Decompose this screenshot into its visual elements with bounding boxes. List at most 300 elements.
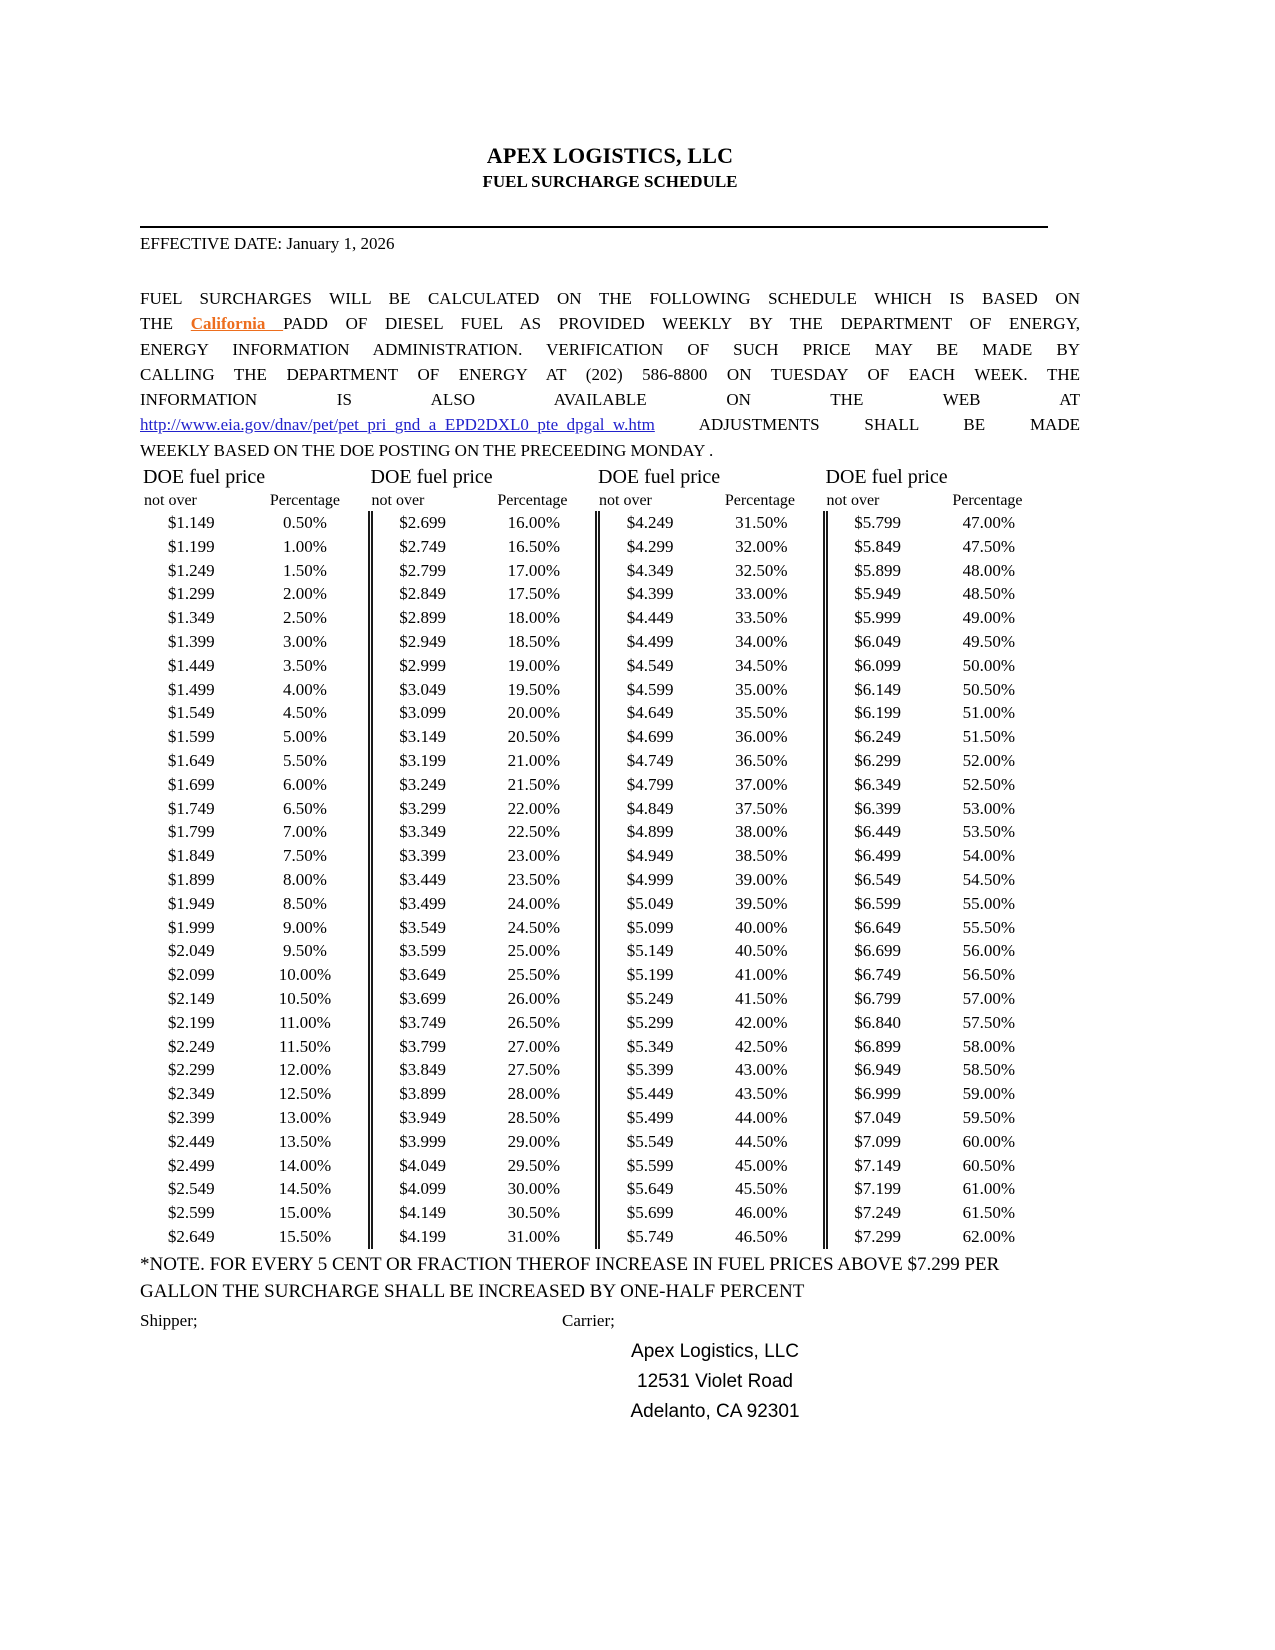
table-row	[600, 939, 823, 963]
table-group-2	[368, 465, 596, 1249]
percentage-cell: 38.00%	[735, 822, 788, 842]
percentage-cell: 52.50%	[962, 774, 1016, 794]
percentage-cell: 56.00%	[962, 941, 1016, 961]
percentage-cell: 7.50%	[282, 846, 327, 866]
price-cell: $5.299	[626, 1012, 674, 1032]
price-cell: $6.349	[854, 774, 901, 794]
price-cell: $5.849	[854, 536, 901, 556]
table-row	[828, 916, 1051, 940]
group-title: DOE fuel price	[598, 466, 721, 489]
table-row	[373, 654, 596, 678]
percentage-cell: 44.00%	[735, 1108, 788, 1127]
table-row	[828, 868, 1051, 892]
table-row	[373, 1058, 596, 1082]
percentage-cell: 43.50%	[735, 1084, 788, 1104]
column-header-row	[595, 490, 823, 511]
percentage-cell: 22.50%	[507, 822, 561, 842]
table-row	[600, 820, 823, 844]
percentage-cell: 45.50%	[735, 1179, 788, 1199]
percentage-cell: 15.50%	[278, 1226, 332, 1246]
paragraph-text: PADD OF DIESEL FUEL AS PROVIDED WEEKLY BY THE DEPARTMENT OF ENERGY,	[283, 314, 1081, 334]
table-row	[373, 1106, 596, 1130]
price-cell: $4.999	[626, 870, 674, 890]
table-row	[828, 1154, 1051, 1178]
percentage-cell: 22.00%	[507, 798, 561, 818]
price-cell: $3.599	[399, 941, 446, 961]
table-row	[600, 1201, 823, 1225]
price-cell: $3.499	[399, 893, 446, 913]
table-row	[600, 916, 823, 940]
price-cell: $4.549	[626, 655, 674, 675]
col-header-percentage: Percentage	[497, 492, 568, 510]
col-header-percentage: Percentage	[952, 492, 1023, 510]
table-row	[140, 1011, 368, 1035]
table-row	[600, 582, 823, 606]
price-cell: $5.449	[626, 1084, 674, 1104]
percentage-cell: 55.50%	[962, 917, 1016, 937]
table-row	[140, 773, 368, 797]
percentage-cell: 15.00%	[278, 1203, 332, 1223]
percentage-cell: 31.50%	[735, 513, 788, 533]
price-cell: $5.049	[626, 893, 674, 913]
price-cell: $2.549	[167, 1179, 215, 1199]
price-cell: $6.649	[854, 917, 901, 937]
paragraph-line: INFORMATION IS ALSO AVAILABLE ON THE WEB AT	[140, 390, 1080, 410]
table-row	[828, 511, 1051, 535]
percentage-cell: 35.00%	[735, 679, 788, 699]
percentage-cell: 48.00%	[962, 560, 1016, 580]
column-header-row	[368, 490, 596, 511]
percentage-cell: 57.00%	[962, 989, 1016, 1009]
table-row	[140, 1082, 368, 1106]
table-row	[600, 559, 823, 583]
table-row	[600, 535, 823, 559]
price-cell: $5.799	[854, 513, 901, 533]
table-row	[828, 1082, 1051, 1106]
table-row	[600, 1082, 823, 1106]
table-row	[373, 630, 596, 654]
price-cell: $3.799	[399, 1036, 446, 1056]
percentage-cell: 8.50%	[282, 893, 327, 913]
percentage-cell: 59.50%	[962, 1108, 1016, 1127]
percentage-cell: 2.00%	[282, 584, 327, 604]
price-cell: $4.649	[626, 703, 674, 723]
price-cell: $2.349	[167, 1084, 215, 1104]
percentage-cell: 14.00%	[278, 1155, 332, 1175]
table-row	[600, 654, 823, 678]
percentage-cell: 4.50%	[282, 703, 327, 723]
percentage-cell: 39.50%	[735, 893, 788, 913]
table-row	[140, 749, 368, 773]
price-cell: $2.599	[167, 1203, 215, 1223]
percentage-cell: 46.50%	[735, 1226, 788, 1246]
price-cell: $6.149	[854, 679, 901, 699]
price-cell: $3.199	[399, 751, 446, 771]
table-row	[373, 1201, 596, 1225]
percentage-cell: 16.00%	[507, 513, 561, 533]
percentage-cell: 44.50%	[735, 1131, 788, 1151]
price-cell: $1.349	[167, 608, 215, 628]
percentage-cell: 40.00%	[735, 917, 788, 937]
california-link[interactable]: California	[190, 314, 284, 334]
price-cell: $4.099	[399, 1179, 446, 1199]
price-cell: $3.699	[399, 989, 446, 1009]
price-cell: $6.199	[854, 703, 901, 723]
percentage-cell: 47.50%	[962, 536, 1016, 556]
table-row	[140, 987, 368, 1011]
table-row	[140, 820, 368, 844]
shipper-label: Shipper;	[140, 1310, 198, 1330]
table-row	[373, 1035, 596, 1059]
price-cell: $7.249	[854, 1203, 901, 1223]
percentage-cell: 12.50%	[278, 1084, 332, 1104]
table-row	[373, 511, 596, 535]
price-cell: $6.549	[854, 870, 901, 890]
table-row	[828, 559, 1051, 583]
table-row	[828, 725, 1051, 749]
price-cell: $1.749	[167, 798, 215, 818]
table-row	[828, 963, 1051, 987]
table-row	[140, 701, 368, 725]
percentage-cell: 25.00%	[507, 941, 561, 961]
group-title: DOE fuel price	[143, 466, 266, 489]
percentage-cell: 18.00%	[507, 608, 561, 628]
percentage-cell: 48.50%	[962, 584, 1016, 604]
percentage-cell: 12.00%	[278, 1060, 332, 1080]
percentage-cell: 6.00%	[282, 774, 327, 794]
paragraph-line	[140, 412, 1080, 437]
price-cell: $2.149	[167, 989, 215, 1009]
price-cell: $2.049	[167, 941, 215, 961]
table-row	[140, 630, 368, 654]
table-row	[600, 1058, 823, 1082]
percentage-cell: 49.50%	[962, 632, 1016, 652]
percentage-cell: 51.00%	[962, 703, 1016, 723]
price-cell: $7.099	[854, 1131, 901, 1151]
table-row	[373, 606, 596, 630]
price-cell: $4.699	[626, 727, 674, 747]
carrier-label: Carrier;	[562, 1310, 615, 1330]
percentage-cell: 2.50%	[282, 608, 327, 628]
price-cell: $4.049	[399, 1155, 446, 1175]
table-row	[828, 630, 1051, 654]
price-cell: $7.199	[854, 1179, 901, 1199]
percentage-cell: 27.00%	[507, 1036, 561, 1056]
percentage-cell: 36.50%	[735, 751, 788, 771]
percentage-cell: 29.50%	[507, 1155, 561, 1175]
price-cell: $5.549	[626, 1131, 674, 1151]
price-cell: $3.849	[399, 1060, 446, 1080]
percentage-cell: 62.00%	[962, 1226, 1016, 1246]
price-cell: $2.949	[399, 632, 446, 652]
price-cell: $2.749	[399, 536, 446, 556]
percentage-cell: 7.00%	[282, 822, 327, 842]
price-cell: $1.299	[167, 584, 215, 604]
percentage-cell: 28.00%	[507, 1084, 561, 1104]
price-cell: $5.699	[626, 1203, 674, 1223]
table-row	[140, 725, 368, 749]
percentage-cell: 21.50%	[507, 774, 561, 794]
percentage-cell: 29.00%	[507, 1131, 561, 1151]
price-cell: $2.999	[399, 655, 446, 675]
percentage-cell: 10.00%	[278, 965, 332, 985]
table-row	[140, 654, 368, 678]
col-header-not-over: not over	[371, 492, 425, 510]
table-row	[373, 963, 596, 987]
percentage-cell: 49.00%	[962, 608, 1016, 628]
price-cell: $3.099	[399, 703, 446, 723]
table-row	[373, 749, 596, 773]
price-cell: $6.799	[854, 989, 901, 1009]
percentage-cell: 26.50%	[507, 1012, 561, 1032]
price-cell: $3.299	[399, 798, 446, 818]
percentage-cell: 41.00%	[735, 965, 788, 985]
percentage-cell: 47.00%	[962, 513, 1016, 533]
percentage-cell: 42.00%	[735, 1012, 788, 1032]
table-row	[828, 892, 1051, 916]
table-rows	[368, 511, 596, 1249]
percentage-cell: 36.00%	[735, 727, 788, 747]
table-row	[828, 939, 1051, 963]
price-cell: $3.649	[399, 965, 446, 985]
signature-row	[140, 1311, 1080, 1333]
price-cell: $5.099	[626, 917, 674, 937]
price-cell: $4.249	[626, 513, 674, 533]
table-row	[828, 1011, 1051, 1035]
col-header-not-over: not over	[144, 492, 197, 510]
percentage-cell: 30.00%	[507, 1179, 561, 1199]
intro-paragraph	[140, 286, 1080, 463]
percentage-cell: 57.50%	[962, 1012, 1016, 1032]
percentage-cell: 14.50%	[278, 1179, 332, 1199]
table-row	[373, 868, 596, 892]
document-title: FUEL SURCHARGE SCHEDULE	[482, 172, 738, 191]
table-row	[373, 773, 596, 797]
price-cell: $6.999	[854, 1084, 901, 1104]
price-cell: $5.649	[626, 1179, 674, 1199]
percentage-cell: 1.00%	[282, 536, 327, 556]
col-header-percentage: Percentage	[269, 492, 341, 510]
percentage-cell: 35.50%	[735, 703, 788, 723]
price-cell: $4.949	[626, 846, 674, 866]
percentage-cell: 5.50%	[282, 751, 327, 771]
price-cell: $1.199	[167, 536, 215, 556]
price-cell: $6.840	[854, 1012, 901, 1032]
table-row	[373, 844, 596, 868]
percentage-cell: 54.00%	[962, 846, 1016, 866]
table-row	[140, 797, 368, 821]
table-row	[140, 963, 368, 987]
table-row	[600, 749, 823, 773]
price-cell: $3.399	[399, 846, 446, 866]
price-cell: $1.149	[167, 513, 215, 533]
price-cell: $6.499	[854, 846, 901, 866]
table-row	[828, 987, 1051, 1011]
table-row	[140, 535, 368, 559]
table-row	[828, 773, 1051, 797]
table-row	[373, 1154, 596, 1178]
table-row	[140, 1225, 368, 1249]
table-row	[600, 1035, 823, 1059]
table-row	[828, 749, 1051, 773]
percentage-cell: 55.00%	[962, 893, 1016, 913]
price-cell: $3.149	[399, 727, 446, 747]
table-row	[140, 1154, 368, 1178]
percentage-cell: 30.50%	[507, 1203, 561, 1223]
paragraph-line: WEEKLY BASED ON THE DOE POSTING ON THE PRECEEDING MONDAY .	[140, 440, 714, 460]
table-row	[600, 1011, 823, 1035]
table-row	[140, 1035, 368, 1059]
percentage-cell: 19.00%	[507, 655, 561, 675]
percentage-cell: 25.50%	[507, 965, 561, 985]
table-row	[828, 654, 1051, 678]
table-row	[373, 916, 596, 940]
price-cell: $1.649	[167, 751, 215, 771]
price-cell: $2.799	[399, 560, 446, 580]
table-row	[140, 1177, 368, 1201]
percentage-cell: 21.00%	[507, 751, 561, 771]
table-row	[828, 1177, 1051, 1201]
percentage-cell: 11.50%	[279, 1036, 331, 1056]
table-rows	[823, 511, 1051, 1249]
group-title: DOE fuel price	[370, 466, 493, 489]
table-row	[373, 701, 596, 725]
price-cell: $3.949	[399, 1108, 446, 1127]
percentage-cell: 33.50%	[735, 608, 788, 628]
price-cell: $2.699	[399, 513, 446, 533]
table-rows	[140, 511, 368, 1249]
price-cell: $4.849	[626, 798, 674, 818]
table-row	[140, 916, 368, 940]
table-row	[373, 939, 596, 963]
percentage-cell: 40.50%	[735, 941, 788, 961]
carrier-name: Apex Logistics, LLC	[631, 1340, 799, 1362]
percentage-cell: 0.50%	[282, 513, 327, 533]
table-row	[600, 987, 823, 1011]
percentage-cell: 1.50%	[282, 560, 327, 580]
price-cell: $2.249	[167, 1036, 215, 1056]
price-cell: $6.099	[854, 655, 901, 675]
price-cell: $4.749	[626, 751, 674, 771]
percentage-cell: 28.50%	[507, 1108, 561, 1127]
percentage-cell: 37.00%	[735, 774, 788, 794]
table-row	[373, 1225, 596, 1249]
percentage-cell: 13.00%	[278, 1108, 332, 1127]
percentage-cell: 10.50%	[278, 989, 332, 1009]
table-row	[373, 725, 596, 749]
percentage-cell: 32.50%	[735, 560, 788, 580]
table-row	[140, 868, 368, 892]
percentage-cell: 24.00%	[507, 893, 561, 913]
eia-url-link[interactable]: http://www.eia.gov/dnav/pet/pet_pri_gnd_a_EPD2DXL0_pte_dpgal_w.htm	[140, 415, 655, 435]
percentage-cell: 46.00%	[735, 1203, 788, 1223]
percentage-cell: 60.50%	[962, 1155, 1016, 1175]
table-row	[828, 1106, 1051, 1130]
percentage-cell: 23.00%	[507, 846, 561, 866]
table-row	[600, 1177, 823, 1201]
table-group-1	[140, 465, 368, 1249]
price-cell: $2.399	[167, 1108, 215, 1127]
percentage-cell: 4.00%	[282, 679, 327, 699]
price-cell: $6.449	[854, 822, 901, 842]
percentage-cell: 11.00%	[279, 1012, 331, 1032]
table-group-3	[595, 465, 823, 1249]
percentage-cell: 19.50%	[507, 679, 561, 699]
percentage-cell: 38.50%	[735, 846, 788, 866]
table-row	[600, 725, 823, 749]
table-row	[600, 1154, 823, 1178]
percentage-cell: 42.50%	[735, 1036, 788, 1056]
percentage-cell: 17.00%	[507, 560, 561, 580]
percentage-cell: 6.50%	[282, 798, 327, 818]
effective-date: EFFECTIVE DATE: January 1, 2026	[140, 234, 395, 253]
price-cell: $1.849	[167, 846, 215, 866]
table-row	[140, 582, 368, 606]
price-cell: $6.599	[854, 893, 901, 913]
price-cell: $2.199	[167, 1012, 215, 1032]
price-cell: $5.599	[626, 1155, 674, 1175]
price-cell: $3.999	[399, 1131, 446, 1151]
table-row	[600, 868, 823, 892]
percentage-cell: 33.00%	[735, 584, 788, 604]
paragraph-line: ENERGY INFORMATION ADMINISTRATION. VERIFICATION OF SUCH PRICE MAY BE MADE BY	[140, 339, 1080, 359]
price-cell: $1.799	[167, 822, 215, 842]
price-cell: $1.699	[167, 774, 215, 794]
percentage-cell: 45.00%	[735, 1155, 788, 1175]
price-cell: $5.249	[626, 989, 674, 1009]
column-header-row	[823, 490, 1051, 511]
table-row	[600, 1225, 823, 1249]
price-cell: $6.699	[854, 941, 901, 961]
paragraph-text: THE	[140, 314, 191, 334]
table-row	[140, 606, 368, 630]
table-row	[828, 1201, 1051, 1225]
percentage-cell: 31.00%	[507, 1226, 561, 1246]
table-row	[373, 678, 596, 702]
table-row	[140, 1106, 368, 1130]
table-row	[140, 678, 368, 702]
table-row	[373, 1130, 596, 1154]
percentage-cell: 13.50%	[278, 1131, 332, 1151]
price-cell: $6.949	[854, 1060, 901, 1080]
table-row	[600, 511, 823, 535]
percentage-cell: 24.50%	[507, 917, 561, 937]
price-cell: $4.599	[626, 679, 674, 699]
price-cell: $5.899	[854, 560, 901, 580]
table-row	[140, 844, 368, 868]
table-row	[600, 678, 823, 702]
paragraph-line: FUEL SURCHARGES WILL BE CALCULATED ON THE FOLLOWING SCHEDULE WHICH IS BASED ON	[140, 289, 1080, 308]
percentage-cell: 50.00%	[962, 655, 1016, 675]
price-cell: $7.049	[854, 1108, 901, 1127]
percentage-cell: 54.50%	[962, 870, 1016, 890]
table-row	[373, 797, 596, 821]
table-row	[828, 606, 1051, 630]
price-cell: $6.899	[854, 1036, 901, 1056]
price-cell: $5.999	[854, 608, 901, 628]
price-cell: $2.649	[167, 1226, 215, 1246]
table-row	[828, 535, 1051, 559]
table-rows	[595, 511, 823, 1249]
col-header-percentage: Percentage	[724, 492, 796, 510]
price-cell: $1.549	[167, 703, 215, 723]
table-row	[140, 511, 368, 535]
paragraph-text: ADJUSTMENTS SHALL BE MADE	[654, 415, 1080, 435]
paragraph-line	[140, 311, 1080, 336]
table-row	[828, 1225, 1051, 1249]
table-row	[373, 1011, 596, 1035]
price-cell: $4.349	[626, 560, 674, 580]
